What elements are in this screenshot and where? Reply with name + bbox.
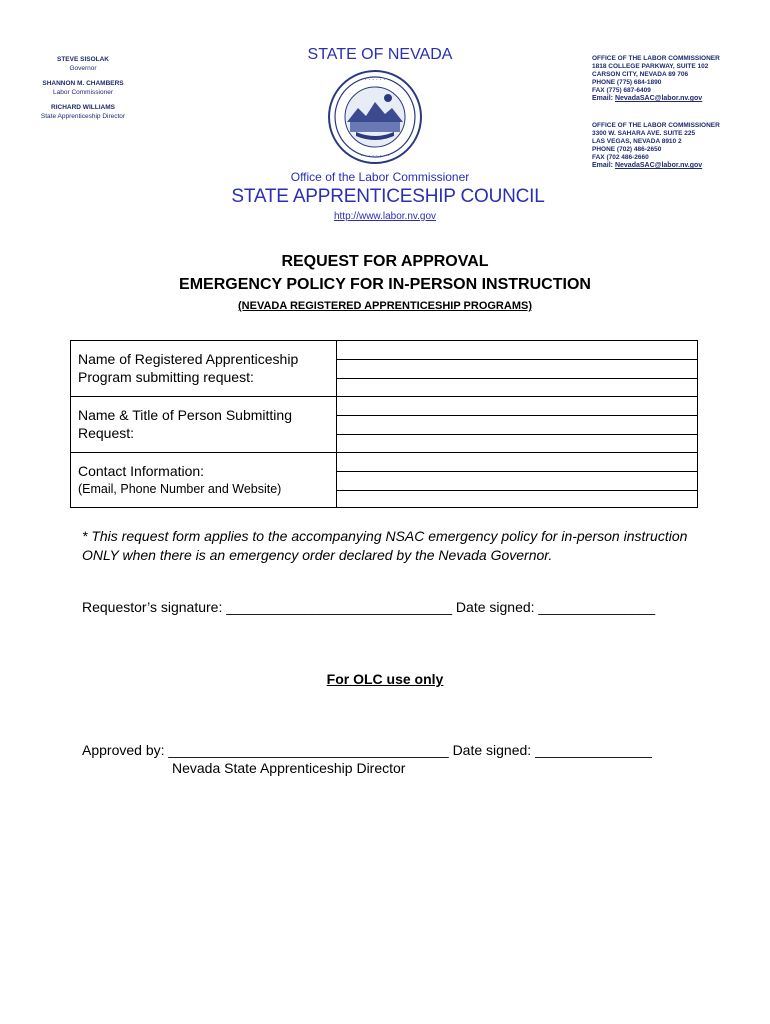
policy-note: * This request form applies to the accompanying NSAC emergency policy for in-person instruction ONLY when there is an emergency order declared by the Nevada Governor. <box>82 528 688 563</box>
governor-title: Governor <box>69 65 97 72</box>
office-north-email <box>592 95 770 103</box>
office-title: Office of the Labor Commissioner <box>290 170 470 184</box>
contact-label <box>78 462 281 498</box>
contact-label-line2: (Email, Phone Number and Website) <box>78 482 282 496</box>
director-name: RICHARD WILLIAMS <box>51 104 115 111</box>
person-name-line[interactable] <box>336 434 698 435</box>
office-south-line3: LAS VEGAS, NEVADA 8910 2 <box>592 138 682 145</box>
office-south <box>592 122 770 170</box>
request-title: REQUEST FOR APPROVAL <box>281 253 489 270</box>
contact-info-line[interactable] <box>336 490 698 491</box>
program-label <box>78 350 298 386</box>
director-title: State Apprenticeship Director <box>40 113 126 120</box>
labor-commissioner-title: Labor Commissioner <box>53 89 113 96</box>
office-south-email <box>592 162 770 170</box>
requestor-signature-line[interactable]: Requestor’s signature: _____________________________ Date signed: _______________ <box>82 599 656 615</box>
office-south-line4: PHONE (702) 486-2650 <box>592 146 662 153</box>
svg-text:· · · · · · · ·: · · · · · · · · <box>360 153 390 160</box>
office-north-line4: PHONE (775) 684-1890 <box>592 79 662 86</box>
row-divider <box>70 396 698 397</box>
labor-commissioner-name: SHANNON M. CHAMBERS <box>42 80 124 87</box>
contact-label-line1: Contact Information: <box>78 463 205 479</box>
person-label-line2: Request: <box>78 425 135 441</box>
approver-title: Nevada State Apprenticeship Director <box>172 760 406 776</box>
office-north-line5: FAX (775) 687-6409 <box>592 87 651 94</box>
programs-subtitle: (NEVADA REGISTERED APPRENTICESHIP PROGRAMS) <box>238 300 532 312</box>
office-south-line5: FAX (702 486-2660 <box>592 154 649 161</box>
svg-text:· · · · · · · ·: · · · · · · · · <box>360 77 390 84</box>
column-divider <box>336 340 337 508</box>
email-label: Email: <box>592 95 615 102</box>
office-north-line3: CARSON CITY, NEVADA 89 706 <box>592 71 689 78</box>
officials-list <box>22 55 144 121</box>
website-link[interactable]: http://www.labor.nv.gov <box>333 211 437 222</box>
person-name-line[interactable] <box>336 415 698 416</box>
office-south-email-link[interactable]: NevadaSAC@labor.nv.gov <box>614 162 703 169</box>
office-north <box>592 55 770 103</box>
policy-title: EMERGENCY POLICY FOR IN-PERSON INSTRUCTION <box>179 276 591 293</box>
governor-name: STEVE SISOLAK <box>56 56 109 63</box>
olc-use-heading: For OLC use only <box>326 671 444 687</box>
contact-info-line[interactable] <box>336 471 698 472</box>
nevada-seal-icon <box>328 70 422 164</box>
office-south-line2: 3300 W. SAHARA AVE. SUITE 225 <box>592 130 696 137</box>
email-label: Email: <box>592 162 615 169</box>
office-north-email-link[interactable]: NevadaSAC@labor.nv.gov <box>614 95 703 102</box>
approved-by-line[interactable]: Approved by: ____________________________________ Date signed: _______________ <box>82 742 652 758</box>
office-north-line2: 1818 COLLEGE PARKWAY, SUITE 102 <box>592 63 709 70</box>
program-name-line[interactable] <box>336 359 698 360</box>
person-label-line1: Name & Title of Person Submitting <box>78 407 292 423</box>
state-title: STATE OF NEVADA <box>307 46 453 63</box>
office-south-line1: OFFICE OF THE LABOR COMMISSIONER <box>592 122 720 129</box>
program-label-line1: Name of Registered Apprenticeship <box>78 351 299 367</box>
program-name-line[interactable] <box>336 378 698 379</box>
row-divider <box>70 452 698 453</box>
program-label-line2: Program submitting request: <box>78 369 254 385</box>
person-label <box>78 406 292 442</box>
council-title: STATE APPRENTICESHIP COUNCIL <box>231 186 545 207</box>
office-north-line1: OFFICE OF THE LABOR COMMISSIONER <box>592 55 720 62</box>
